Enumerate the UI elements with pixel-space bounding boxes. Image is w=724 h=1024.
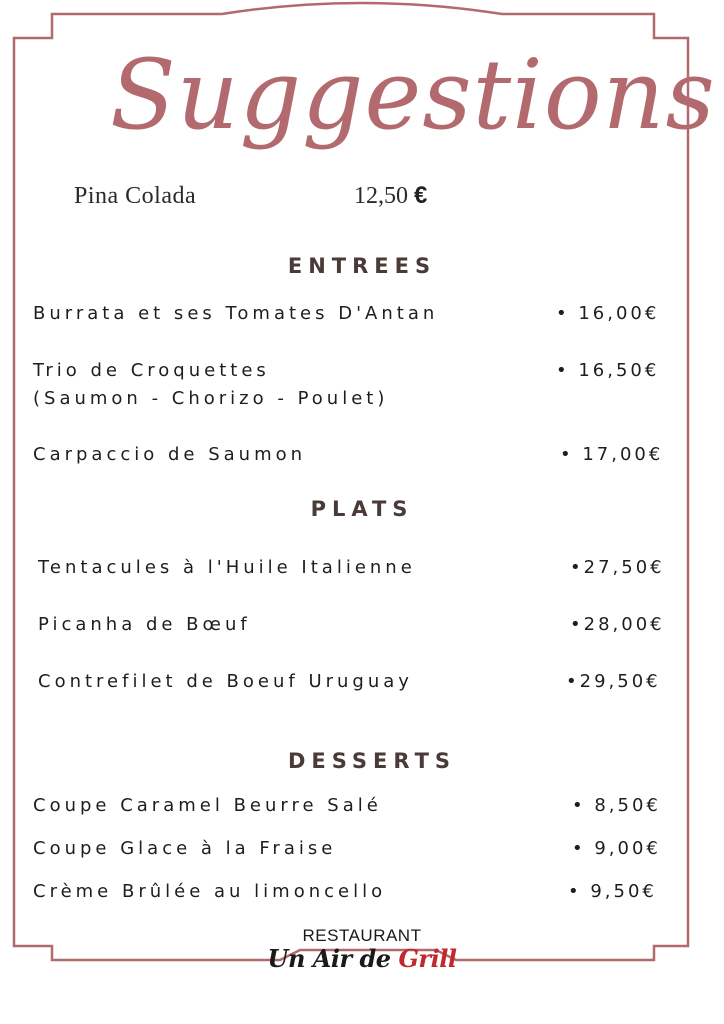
menu-item-price: • 16,50€ (556, 360, 660, 381)
menu-item-price: •27,50€ (570, 557, 665, 578)
menu-item-price: • 17,00€ (560, 444, 664, 465)
menu-item-detail: (Saumon - Chorizo - Poulet) (33, 388, 389, 409)
logo-name-part: Un Air de (267, 944, 399, 973)
menu-item-name: Trio de Croquettes (33, 360, 270, 381)
menu-item-name: Crème Brûlée au limoncello (33, 881, 387, 902)
menu-item-name: Picanha de Bœuf (38, 614, 251, 635)
menu-item-name: Coupe Glace à la Fraise (33, 838, 337, 859)
menu-item-name: Burrata et ses Tomates D'Antan (33, 303, 439, 324)
restaurant-logo-label: RESTAURANT (302, 926, 422, 945)
menu-item-name: Carpaccio de Saumon (33, 444, 307, 465)
drink-price (354, 182, 427, 210)
drink-price-value: 12,50 (354, 183, 408, 209)
section-heading-desserts: DESSERTS (287, 749, 457, 773)
menu-item-name: Coupe Caramel Beurre Salé (33, 795, 382, 816)
restaurant-logo (0, 944, 724, 973)
menu-item-price: • 9,50€ (568, 881, 657, 902)
section-heading-entrees: ENTREES (287, 254, 437, 278)
page-title: Suggestions (110, 39, 716, 151)
menu-item-price: • 8,50€ (572, 795, 661, 816)
menu-item-name: Tentacules à l'Huile Italienne (38, 557, 416, 578)
section-heading-plats: PLATS (310, 497, 414, 521)
menu-item-price: •28,00€ (570, 614, 665, 635)
menu-item-price: • 16,00€ (556, 303, 660, 324)
logo-name-accent: Grill (398, 944, 457, 973)
menu-item-name: Contrefilet de Boeuf Uruguay (38, 671, 413, 692)
drink-price-currency: € (414, 182, 428, 209)
menu-item-price: • 9,00€ (572, 838, 661, 859)
menu-item-price: •29,50€ (566, 671, 661, 692)
drink-name: Pina Colada (74, 183, 197, 209)
